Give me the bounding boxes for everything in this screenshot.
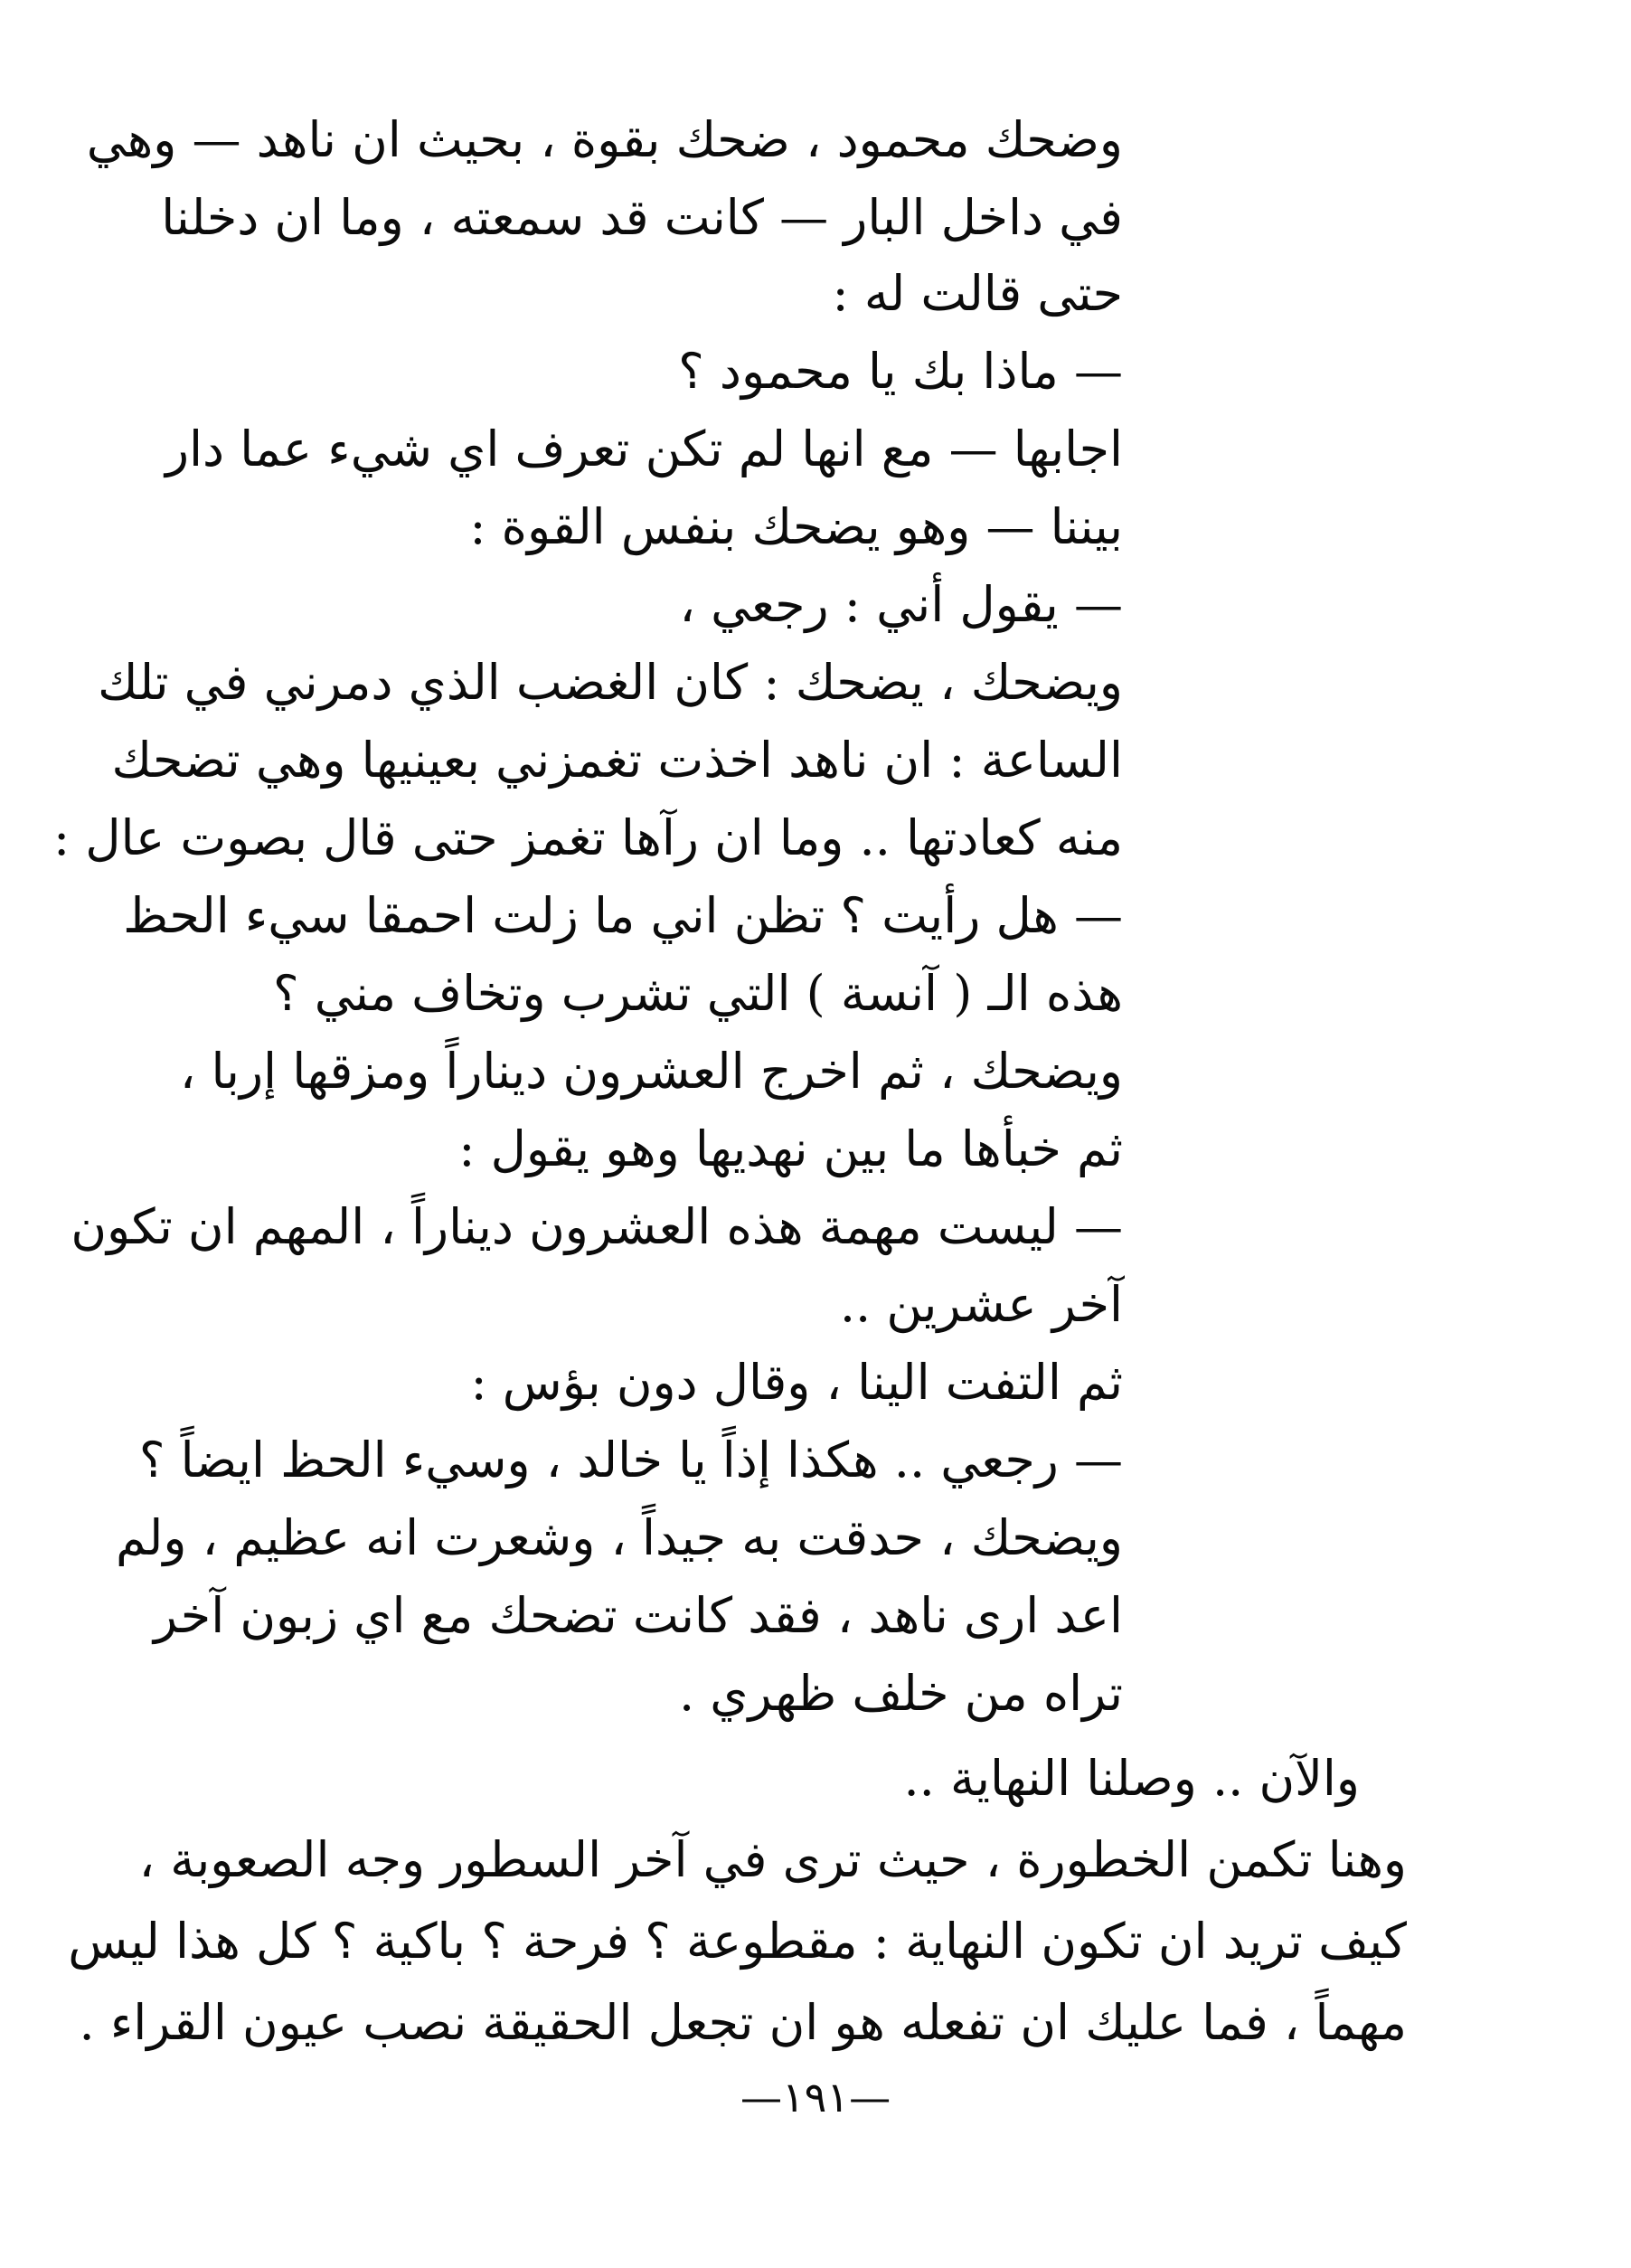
text-line: وضحك محمود ، ضحك بقوة ، بحيث ان ناهد — وهي [86, 111, 1123, 168]
text-line: هذه الـ ( آنسة ) التي تشرب وتخاف مني ؟ [272, 965, 1123, 1022]
text-line: ويضحك ، يضحك : كان الغضب الذي دمرني في تلك [98, 654, 1123, 711]
page-number: —١٩١— [740, 2073, 891, 2122]
text-line: الساعة : ان ناهد اخذت تغمزني بعينيها وهي تضحك [111, 732, 1123, 789]
text-line: — رجعي .. هكذا إذاً يا خالد ، وسيء الحظ ايضاً ؟ [138, 1432, 1123, 1488]
text-line: — يقول أني : رجعي ، [679, 576, 1123, 633]
text-line: ويضحك ، حدقت به جيداً ، وشعرت انه عظيم ، ولم [115, 1509, 1123, 1566]
text-line: حتى قالت له : [832, 265, 1123, 322]
text-line: — ليست مهمة هذه العشرون ديناراً ، المهم ان تكون [71, 1198, 1123, 1255]
text-line: — ماذا بك يا محمود ؟ [678, 343, 1123, 400]
text-line: في داخل البار — كانت قد سمعته ، وما ان دخلنا [161, 189, 1123, 246]
text-line: تراه من خلف ظهري . [678, 1665, 1123, 1722]
text-line: اعد ارى ناهد ، فقد كانت تضحك مع اي زبون آخر [154, 1587, 1123, 1644]
text-line: ثم خبأها ما بين نهديها وهو يقول : [458, 1120, 1123, 1177]
text-line: بيننا — وهو يضحك بنفس القوة : [469, 498, 1123, 555]
text-line: كيف تريد ان تكون النهاية : مقطوعة ؟ فرحة ؟ باكية ؟ كل هذا ليس [68, 1913, 1407, 1970]
text-line: اجابها — مع انها لم تكن تعرف اي شيء عما دار [165, 421, 1123, 477]
text-line: آخر عشرين .. [839, 1276, 1123, 1333]
text-line: ثم التفت الينا ، وقال دون بؤس : [470, 1354, 1123, 1411]
text-line: — هل رأيت ؟ تظن اني ما زلت احمقا سيء الحظ [123, 887, 1123, 944]
text-line: والآن .. وصلنا النهاية .. [903, 1750, 1360, 1807]
text-line: منه كعادتها .. وما ان رآها تغمز حتى قال بصوت عال : [52, 809, 1123, 866]
text-line: مهماً ، فما عليك ان تفعله هو ان تجعل الحقيقة نصب عيون القراء . [79, 1994, 1407, 2051]
text-line: ويضحك ، ثم اخرج العشرون ديناراً ومزقها إربا ، [179, 1043, 1123, 1100]
text-line: وهنا تكمن الخطورة ، حيث ترى في آخر السطور وجه الصعوبة ، [138, 1831, 1407, 1888]
